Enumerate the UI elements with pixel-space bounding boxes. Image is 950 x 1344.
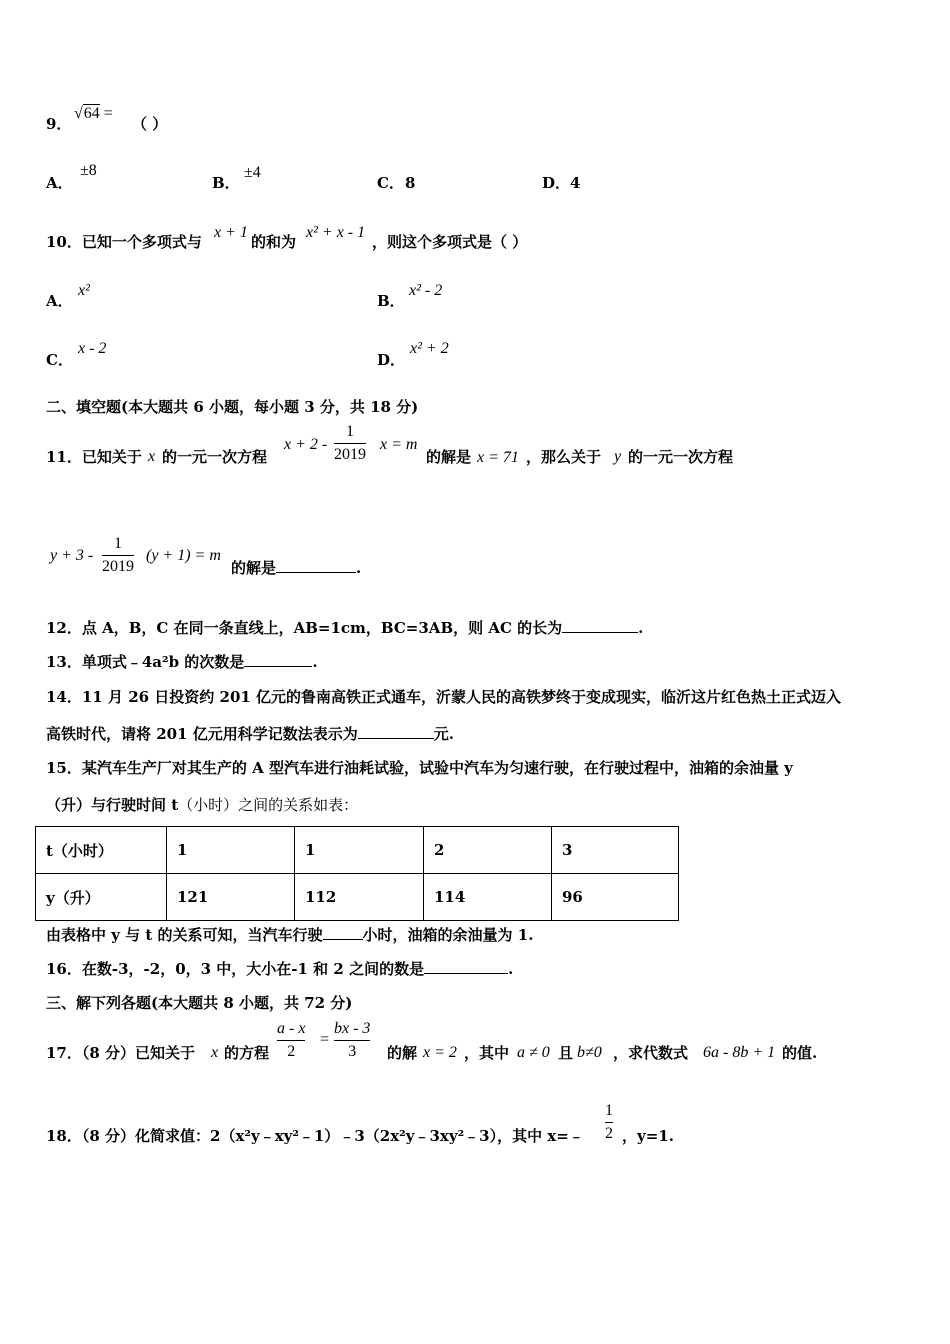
q16-answer-blank [424,972,508,974]
q10-expr1: x + 1 [214,224,248,241]
q9-option-d-value: 4 [570,174,581,192]
q10-option-d-label: D． [377,351,406,369]
q17-solution: x = 2 [423,1044,457,1061]
q11-fraction-2-denominator: 2019 [102,555,134,575]
q18-fraction-numerator: 1 [605,1102,613,1119]
q16-text [46,962,513,977]
table-cell: 1 [167,827,295,874]
q10-option-a-value: x² [78,282,90,299]
q11-var-x: x [148,448,156,465]
q11-var-y: y [614,448,622,465]
q14-unit: 元. [433,725,454,743]
q11-period: . [356,559,362,577]
q11-text-b: 的一元一次方程 [162,448,268,466]
q11-text-c: 的解是 [426,448,472,466]
q14-line-2 [46,727,454,742]
q15-line-1: 15．某汽车生产厂对其生产的 A 型汽车进行油耗试验，试验中汽车为匀速行驶，在行驶过程中，油箱的余油量 y [46,759,793,777]
q10-text-start: 10．已知一个多项式与 [46,233,202,251]
q17-text-b: 的方程 [224,1044,270,1062]
q17-text-e: 且 [558,1044,574,1062]
q11-fraction-denominator: 2019 [334,443,366,463]
q11-fraction-2 [102,536,134,575]
q9-option-c-label: C． [377,174,404,192]
q18-text-a: 18．（8 分）化简求值：2（x²y﹣xy²﹣1）﹣3（2x²y﹣3xy²﹣3），其中 x=﹣ [46,1127,584,1145]
section-2-heading: 二、填空题(本大题共 6 小题，每小题 3 分，共 18 分) [46,398,419,416]
table-cell: 2 [424,827,552,874]
q11-text-e: 的一元一次方程 [628,448,734,466]
q17-text-a: 17．（8 分）已知关于 [46,1044,196,1062]
q13-period: . [312,653,318,671]
q11-fraction-numerator: 1 [346,423,354,440]
q15-line-2-normal: （小时）之间的关系如表： [178,796,359,814]
q17-fraction-2-numerator: bx - 3 [334,1020,371,1037]
q10-expr2: x² + x - 1 [306,224,366,241]
q17-expression: 6a - 8b + 1 [703,1044,776,1061]
q10-text-end: ，则这个多项式是（ ） [372,233,528,251]
q9-option-d-label: D． [542,174,571,192]
q11-eq-left: x + 2 - [284,436,328,453]
q10-option-c-label: C． [46,351,73,369]
q12-question: 12．点 A，B，C 在同一条直线上，AB=1cm，BC=3AB，则 AC 的长为 [46,619,563,637]
q9-option-a-value: ±8 [80,162,97,179]
q11-text-a: 11．已知关于 [46,448,142,466]
q15-after-table [46,928,533,943]
q12-text [46,621,643,636]
q9-expression [74,106,113,122]
q9-equals: = [103,105,113,122]
q13-text [46,655,318,670]
q14-answer-blank [358,737,434,739]
table-cell: 96 [552,874,679,921]
q17-fraction-1 [277,1021,305,1060]
q17-equals: = [320,1031,330,1048]
q17-cond-1: a ≠ 0 [517,1044,550,1061]
q16-question: 16．在数-3，-2，0，3 中，大小在-1 和 2 之间的数是 [46,960,425,978]
q18-text-b: ，y=1. [622,1127,674,1145]
q10-option-d-value: x² + 2 [410,340,449,357]
q15-line-2 [46,798,358,813]
q15-question: 由表格中 y 与 t 的关系可知，当汽车行驶 [46,926,323,944]
table-cell: 121 [167,874,295,921]
table-row [36,827,679,874]
table-cell: 112 [295,874,424,921]
q17-cond-2: b≠0 [577,1044,602,1061]
table-cell: 1 [295,827,424,874]
q11-text-d: ，那么关于 [526,448,602,466]
q11-solution: x = 71 [477,449,519,466]
q17-fraction-1-numerator: a - x [277,1020,306,1037]
q11-fraction [334,424,366,463]
table-cell: 114 [424,874,552,921]
q12-period: . [638,619,644,637]
q17-text-c: 的解 [387,1044,418,1062]
q17-fraction-2 [334,1021,370,1060]
q9-option-a-label: A． [46,174,73,192]
q12-answer-blank [562,631,638,633]
q11-answer-blank [276,571,356,573]
q9-option-c-value: 8 [405,174,416,192]
sqrt-symbol: √ [74,105,83,122]
q13-question: 13．单项式﹣4a²b 的次数是 [46,653,245,671]
q11-fraction-2-numerator: 1 [114,535,122,552]
q9-option-b-label: B． [212,174,240,192]
q15-data-table [35,826,679,921]
q10-option-b-value: x² - 2 [409,282,443,299]
q17-fraction-2-denominator: 3 [334,1040,370,1060]
q17-text-g: 的值. [782,1044,818,1062]
q10-option-c-value: x - 2 [78,340,107,357]
q17-var: x [211,1044,219,1061]
q11-eq2-right: (y + 1) = m [146,547,221,564]
section-3-heading: 三、解下列各题(本大题共 8 小题，共 72 分) [46,994,353,1012]
q14-question: 高铁时代，请将 201 亿元用科学记数法表示为 [46,725,358,743]
q18-fraction [605,1103,613,1142]
table-cell: t（小时） [36,827,167,874]
q15-question-end: 小时，油箱的余油量为 1. [362,926,534,944]
table-cell: y（升） [36,874,167,921]
q9-option-b-value: ±4 [244,164,261,181]
q18-fraction-denominator: 2 [605,1122,613,1142]
table-cell: 3 [552,827,679,874]
q10-option-b-label: B． [377,292,405,310]
q17-text-f: ，求代数式 [613,1044,689,1062]
q15-answer-blank [323,938,363,940]
q17-text-d: ，其中 [464,1044,510,1062]
q10-text-mid: 的和为 [251,233,297,251]
q11-answer-prompt: 的解是 [231,559,277,577]
q17-fraction-1-denominator: 2 [277,1040,305,1060]
q15-line-2-bold: （升）与行驶时间 t [46,796,179,814]
q11-text-f [231,561,361,576]
q9-answer-paren: （ ） [132,115,168,133]
q16-period: . [508,960,514,978]
q9-radicand: 64 [83,105,100,122]
q14-line-1: 14．11 月 26 日投资约 201 亿元的鲁南高铁正式通车，沂蒙人民的高铁梦终于变成现实，临沂这片红色热土正式迈入 [46,688,842,706]
q13-answer-blank [244,665,312,667]
table-row [36,874,679,921]
q10-option-a-label: A． [46,292,73,310]
q9-number: 9． [46,115,72,133]
q11-eq2-left: y + 3 - [50,547,94,564]
q11-eq-right: x = m [380,436,418,453]
